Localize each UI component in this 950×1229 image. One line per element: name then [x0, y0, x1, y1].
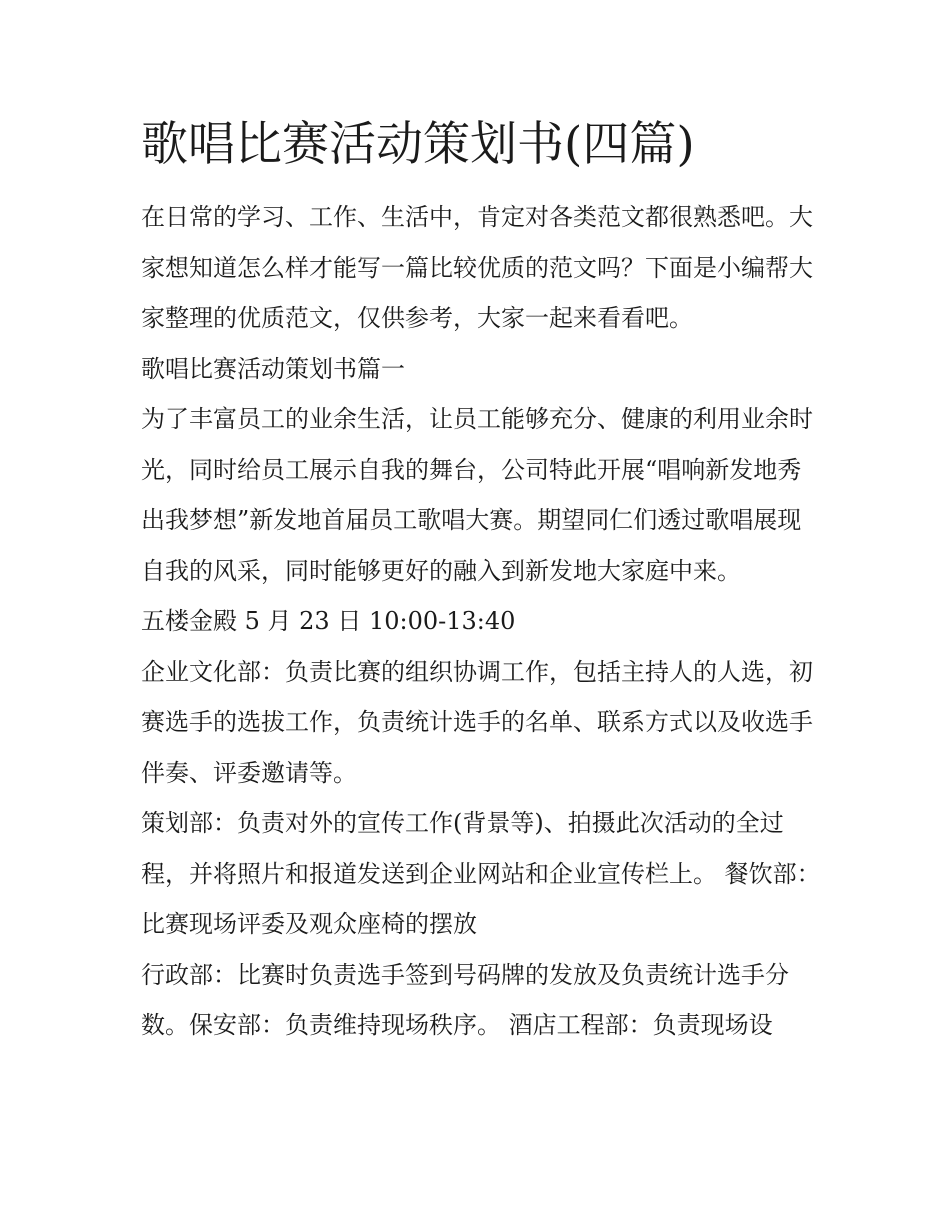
section-heading: 歌唱比赛活动策划书篇一: [141, 354, 405, 383]
body-paragraph: 策划部：负责对外的宣传工作(背景等)、拍摄此次活动的全过程，并将照片和报道发送到企业网站和企业宣传栏上。 餐饮部：比赛现场评委及观众座椅的摆放: [141, 809, 821, 938]
body-paragraph: 行政部：比赛时负责选手签到号码牌的发放及负责统计选手分数。保安部：负责维持现场秩序。 酒店工程部：负责现场设: [141, 960, 789, 1039]
intro-paragraph: 在日常的学习、工作、生活中，肯定对各类范文都很熟悉吧。大家想知道怎么样才能写一篇比较优质的范文吗？下面是小编帮大家整理的优质范文，仅供参考，大家一起来看看吧。: [141, 203, 813, 332]
time-location-line: 五楼金殿 5 月 23 日 10:00-13:40: [141, 607, 516, 635]
body-paragraph: 企业文化部：负责比赛的组织协调工作，包括主持人的人选，初赛选手的选拔工作，负责统计选手的名单、联系方式以及收选手伴奏、评委邀请等。: [141, 657, 813, 787]
document-title: 歌唱比赛活动策划书(四篇): [141, 117, 695, 172]
document-page: [141, 110, 821, 1051]
body-paragraph: 为了丰富员工的业余生活，让员工能够充分、健康的利用业余时光，同时给员工展示自我的舞台，公司特此开展“唱响新发地秀出我梦想”新发地首届员工歌唱大赛。期望同仁们透过歌唱展现自我的风采，同时能够更好的融入到新发地大家庭中来。: [141, 405, 813, 585]
